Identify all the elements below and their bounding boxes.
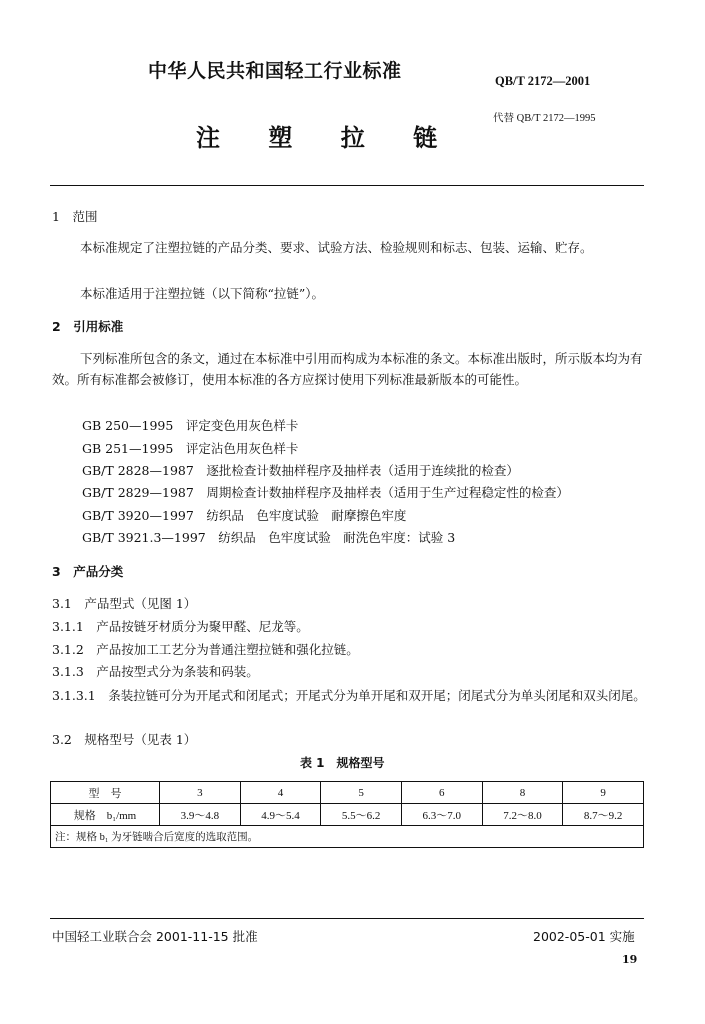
table-title: 表 1 规格型号 <box>300 756 385 770</box>
top-divider <box>50 185 644 186</box>
table-size-cell: 4.9～5.4 <box>240 804 321 826</box>
reference-item: GB 250—1995 评定变色用灰色样卡 <box>82 418 299 433</box>
section-2-paragraph: 下列标准所包含的条文，通过在本标准中引用而构成为本标准的条文。本标准出版时，所示版本均为有效。所有标准都会被修订，使用本标准的各方应探讨使用下列标准最新版本的可能性。 <box>52 351 643 387</box>
table-size-cell: 6.3～7.0 <box>401 804 482 826</box>
table-size-cell: 7.2～8.0 <box>482 804 563 826</box>
bottom-divider <box>50 918 644 919</box>
table-note-row <box>51 826 644 848</box>
section-2-title: 2 引用标准 <box>52 319 124 334</box>
document-title: 注 塑 拉 链 <box>196 124 458 152</box>
table-size-cell: 5.5～6.2 <box>321 804 402 826</box>
reference-item: GB/T 3920—1997 纺织品 色牢度试验 耐摩擦色牢度 <box>82 508 407 523</box>
clause-3-1-1: 3.1.1 产品按链牙材质分为聚甲醛、尼龙等。 <box>52 619 309 634</box>
spec-table <box>50 781 644 848</box>
clause-3-1-3-1: 3.1.3.1 条装拉链可分为开尾式和闭尾式；开尾式分为单开尾和双开尾；闭尾式分为单头闭尾和双头闭尾。 <box>52 688 646 703</box>
table-model-cell: 6 <box>401 782 482 804</box>
table-row-label: 规格 b₁/mm <box>51 804 160 826</box>
issuing-category: 中华人民共和国轻工行业标准 <box>148 60 402 82</box>
approval-info: 中国轻工业联合会 2001-11-15 批准 <box>52 929 258 944</box>
section-1-paragraph-1: 本标准规定了注塑拉链的产品分类、要求、试验方法、检验规则和标志、包装、运输、贮存。 <box>80 240 593 255</box>
clause-3-1-3: 3.1.3 产品按型式分为条装和码装。 <box>52 664 259 679</box>
clause-3-1: 3.1 产品型式（见图 1） <box>52 596 197 611</box>
section-3-title: 3 产品分类 <box>52 564 124 579</box>
section-1-paragraph-2: 本标准适用于注塑拉链（以下简称“拉链”）。 <box>80 286 325 301</box>
table-model-cell: 9 <box>563 782 644 804</box>
page-number: 19 <box>622 953 638 966</box>
table-model-cell: 8 <box>482 782 563 804</box>
reference-item: GB/T 2828—1987 逐批检查计数抽样程序及抽样表（适用于连续批的检查） <box>82 463 519 478</box>
reference-item: GB 251—1995 评定沾色用灰色样卡 <box>82 441 299 456</box>
table-size-cell: 3.9～4.8 <box>160 804 241 826</box>
effective-date: 2002-05-01 实施 <box>533 929 635 944</box>
table-model-cell: 4 <box>240 782 321 804</box>
table-size-cell: 8.7～9.2 <box>563 804 644 826</box>
table-header-row <box>51 782 644 804</box>
clause-3-1-2: 3.1.2 产品按加工工艺分为普通注塑拉链和强化拉链。 <box>52 642 359 657</box>
reference-item: GB/T 2829—1987 周期检查计数抽样程序及抽样表（适用于生产过程稳定性的检查） <box>82 485 569 500</box>
replaces-standard: 代替 QB/T 2172—1995 <box>493 113 596 124</box>
clause-3-2: 3.2 规格型号（见表 1） <box>52 732 197 747</box>
table-row <box>51 804 644 826</box>
reference-item: GB/T 3921.3—1997 纺织品 色牢度试验 耐洗色牢度：试验 3 <box>82 530 456 545</box>
standard-number: QB/T 2172—2001 <box>495 74 591 88</box>
table-model-cell: 3 <box>160 782 241 804</box>
table-model-cell: 5 <box>321 782 402 804</box>
table-note: 注：规格 b₁ 为牙链啮合后宽度的选取范围。 <box>51 826 644 848</box>
table-header-label: 型 号 <box>51 782 160 804</box>
section-1-title: 1 范围 <box>52 209 98 224</box>
